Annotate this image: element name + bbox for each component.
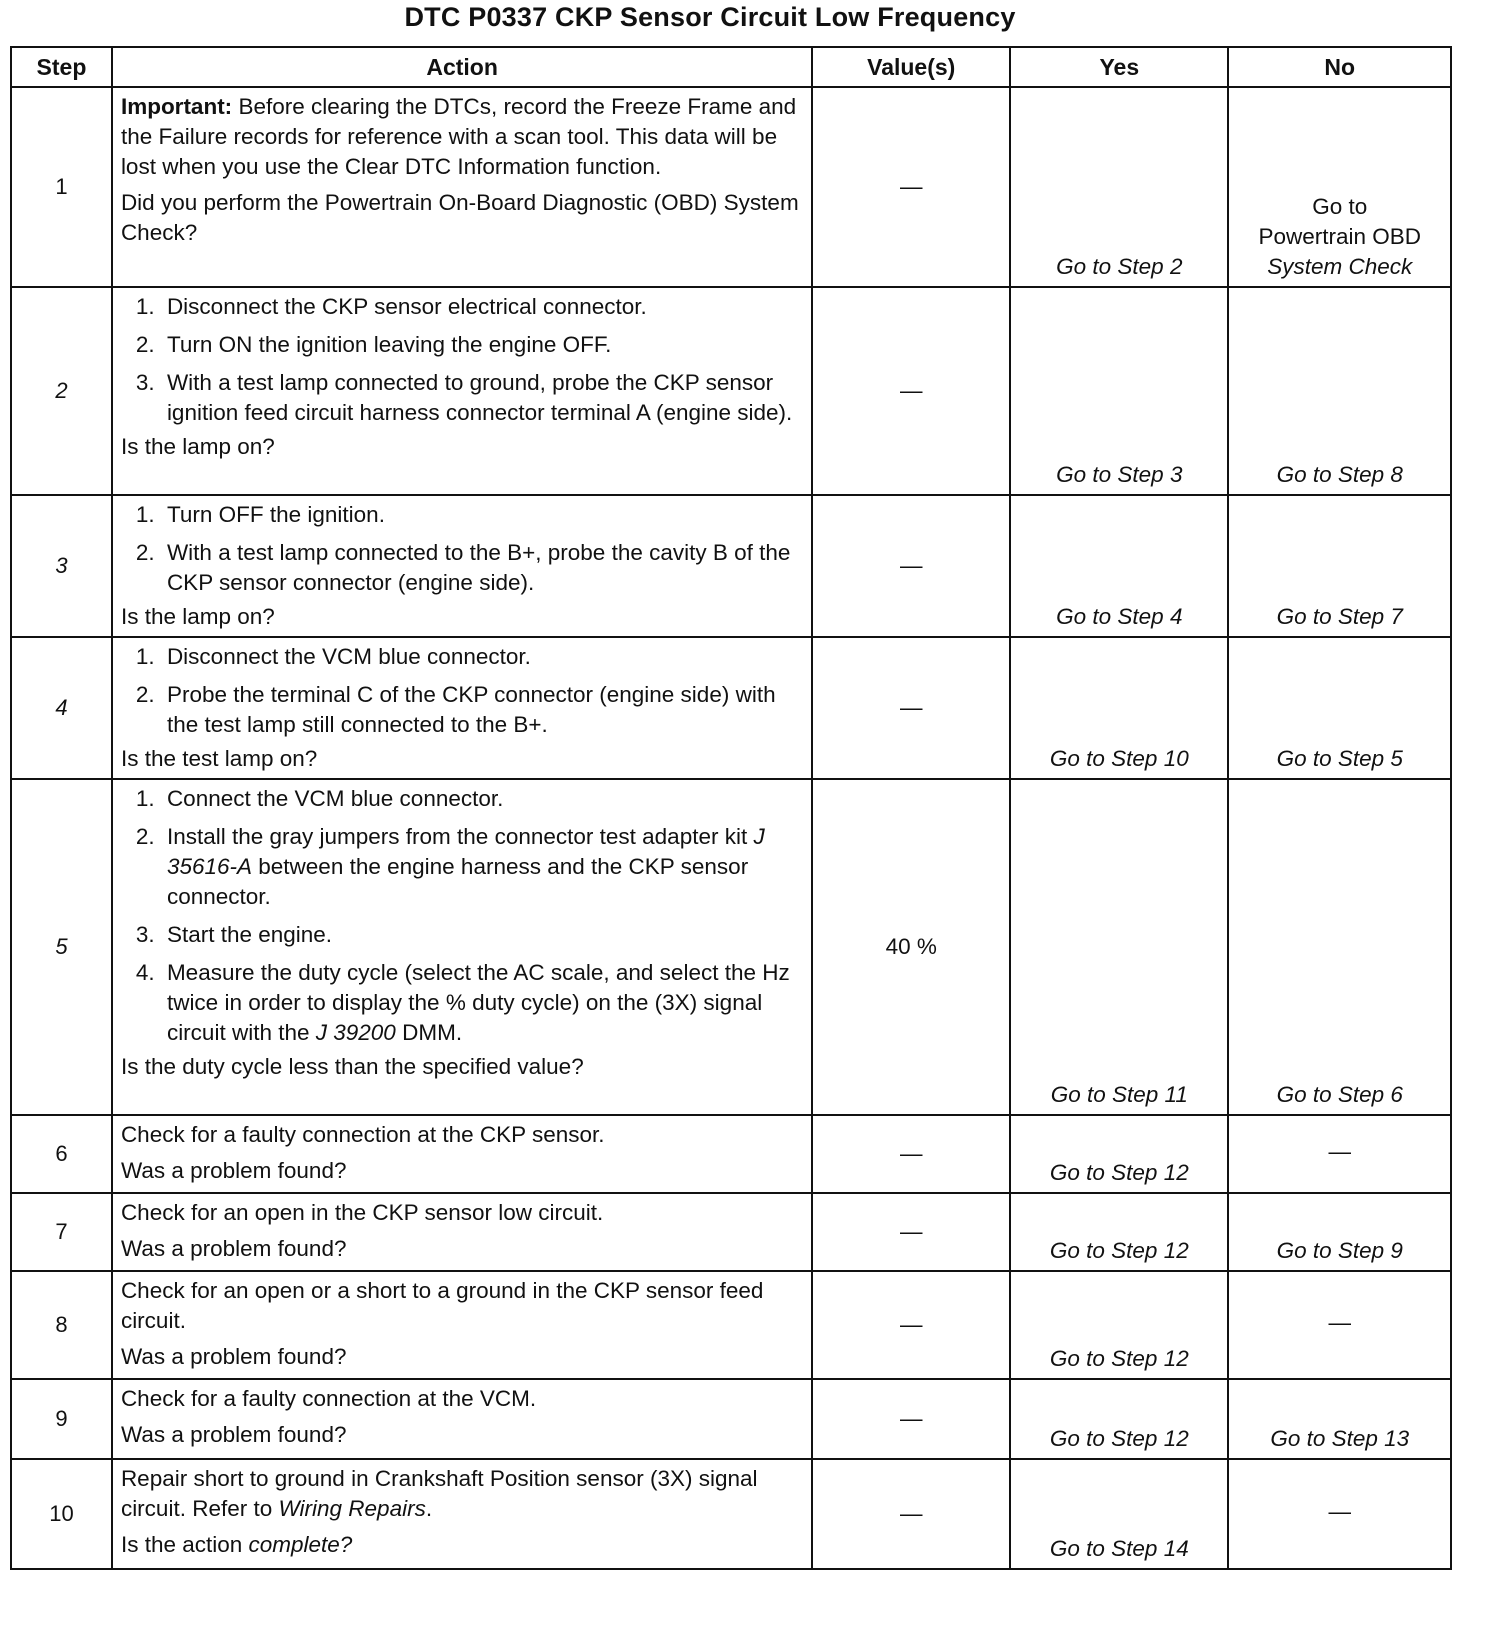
question: Was a problem found?	[120, 1236, 347, 1261]
no-line: Powertrain OBD	[1258, 224, 1422, 249]
step-number: 7	[11, 1193, 112, 1271]
action-cell	[112, 287, 812, 495]
table-row	[11, 779, 1451, 1115]
header-action: Action	[112, 47, 812, 87]
question-text: Is the action	[120, 1532, 249, 1557]
header-no: No	[1228, 47, 1451, 87]
question: Is the duty cycle less than the specified value?	[120, 1054, 584, 1079]
no-cell: Go to Step 7	[1228, 495, 1451, 637]
list-item	[161, 958, 803, 1048]
action-text: Check for an open in the CKP sensor low circuit.	[120, 1200, 604, 1225]
list-item: 1. Connect the VCM blue connector.	[161, 784, 803, 814]
action-cell	[112, 1379, 812, 1459]
action-text: Check for an open or a short to a ground in the CKP sensor feed circuit.	[120, 1278, 764, 1333]
header-yes: Yes	[1010, 47, 1228, 87]
wiring-repairs-reference: Wiring Repairs	[278, 1496, 426, 1521]
no-cell	[1228, 87, 1451, 287]
yes-cell: Go to Step 2	[1010, 87, 1228, 287]
list-item: 2. Probe the terminal C of the CKP connector (engine side) with the test lamp still connected to the B+.	[161, 680, 803, 740]
list-item: 1. Disconnect the CKP sensor electrical connector.	[161, 292, 803, 322]
table-row	[11, 1193, 1451, 1271]
action-cell	[112, 637, 812, 779]
question-text-italic: complete?	[248, 1532, 353, 1557]
question: Is the test lamp on?	[120, 746, 318, 771]
list-item: 1. Disconnect the VCM blue connector.	[161, 642, 803, 672]
table-row	[11, 1379, 1451, 1459]
question: Is the lamp on?	[120, 604, 275, 629]
value-cell: 40 %	[812, 779, 1010, 1115]
value-cell: —	[812, 1271, 1010, 1379]
list-item-text: Install the gray jumpers from the connector test adapter kit	[166, 824, 754, 849]
action-cell	[112, 1459, 812, 1569]
table-row	[11, 1459, 1451, 1569]
action-text	[121, 1464, 803, 1524]
action-list	[121, 784, 803, 1048]
list-item-text: DMM.	[395, 1020, 463, 1045]
question: Is the lamp on?	[120, 434, 275, 459]
yes-cell: Go to Step 12	[1010, 1115, 1228, 1193]
yes-cell: Go to Step 12	[1010, 1379, 1228, 1459]
question: Was a problem found?	[120, 1158, 347, 1183]
list-item-text: Measure the duty cycle (select the AC scale, and select the Hz twice in order to display the % duty cycle) on the (3X) signal circuit with the	[166, 960, 790, 1045]
no-cell: Go to Step 5	[1228, 637, 1451, 779]
no-line: Go to	[1312, 194, 1368, 219]
question: Did you perform the Powertrain On-Board Diagnostic (OBD) System Check?	[120, 190, 799, 245]
action-list	[121, 642, 803, 740]
action-cell	[112, 495, 812, 637]
action-list	[121, 500, 803, 598]
value-cell: —	[812, 87, 1010, 287]
action-cell	[112, 779, 812, 1115]
yes-cell: Go to Step 14	[1010, 1459, 1228, 1569]
step-number: 5	[11, 779, 112, 1115]
action-text-part: .	[425, 1496, 433, 1521]
action-cell	[112, 1193, 812, 1271]
table-row	[11, 287, 1451, 495]
action-cell	[112, 1115, 812, 1193]
header-step: Step	[11, 47, 112, 87]
no-cell: Go to Step 6	[1228, 779, 1451, 1115]
action-cell	[112, 1271, 812, 1379]
document-title: DTC P0337 CKP Sensor Circuit Low Frequency	[404, 2, 1016, 32]
diagnostic-table	[10, 46, 1452, 1570]
step-number: 6	[11, 1115, 112, 1193]
value-cell: —	[812, 1459, 1010, 1569]
action-cell	[112, 87, 812, 287]
no-cell: —	[1228, 1459, 1451, 1569]
yes-cell: Go to Step 3	[1010, 287, 1228, 495]
value-cell: —	[812, 1115, 1010, 1193]
tool-reference: J 39200	[315, 1020, 396, 1045]
no-line: System Check	[1267, 254, 1413, 279]
list-item: 3. With a test lamp connected to ground, probe the CKP sensor ignition feed circuit harness connector terminal A (engine side).	[161, 368, 803, 428]
no-cell: —	[1228, 1115, 1451, 1193]
yes-cell: Go to Step 4	[1010, 495, 1228, 637]
value-cell: —	[812, 287, 1010, 495]
step-number: 9	[11, 1379, 112, 1459]
action-text: Check for a faulty connection at the CKP sensor.	[120, 1122, 605, 1147]
value-cell: —	[812, 1379, 1010, 1459]
no-cell: —	[1228, 1271, 1451, 1379]
action-list	[121, 292, 803, 428]
important-note	[121, 92, 803, 182]
list-item: 2. Turn ON the ignition leaving the engine OFF.	[161, 330, 803, 360]
important-label: Important:	[120, 94, 233, 119]
list-item: 1. Turn OFF the ignition.	[161, 500, 803, 530]
yes-cell: Go to Step 11	[1010, 779, 1228, 1115]
value-cell: —	[812, 1193, 1010, 1271]
table-row	[11, 1115, 1451, 1193]
action-text-part: Repair short to ground in Crankshaft Position sensor (3X) signal circuit. Refer to	[120, 1466, 758, 1521]
value-cell: —	[812, 495, 1010, 637]
question	[121, 1530, 803, 1560]
yes-cell: Go to Step 12	[1010, 1193, 1228, 1271]
step-number: 8	[11, 1271, 112, 1379]
question: Was a problem found?	[120, 1422, 347, 1447]
important-text: Before clearing the DTCs, record the Freeze Frame and the Failure records for reference with a scan tool. This data will be lost when you use the Clear DTC Information function.	[120, 94, 797, 179]
list-item: 2. With a test lamp connected to the B+, probe the cavity B of the CKP sensor connector (engine side).	[161, 538, 803, 598]
step-number: 10	[11, 1459, 112, 1569]
action-text: Check for a faulty connection at the VCM.	[120, 1386, 537, 1411]
step-number: 3	[11, 495, 112, 637]
table-row	[11, 637, 1451, 779]
step-number: 2	[11, 287, 112, 495]
no-cell: Go to Step 8	[1228, 287, 1451, 495]
list-item	[161, 822, 803, 912]
table-row	[11, 495, 1451, 637]
step-number: 4	[11, 637, 112, 779]
list-item: 3. Start the engine.	[161, 920, 803, 950]
step-number: 1	[11, 87, 112, 287]
yes-cell: Go to Step 10	[1010, 637, 1228, 779]
no-cell: Go to Step 13	[1228, 1379, 1451, 1459]
list-item-text: between the engine harness and the CKP sensor connector.	[166, 854, 749, 909]
tool-reference: J 35616-A	[166, 824, 765, 879]
table-row	[11, 87, 1451, 287]
header-values: Value(s)	[812, 47, 1010, 87]
question: Was a problem found?	[120, 1344, 347, 1369]
value-cell: —	[812, 637, 1010, 779]
table-header-row	[11, 47, 1451, 87]
table-row	[11, 1271, 1451, 1379]
no-cell: Go to Step 9	[1228, 1193, 1451, 1271]
yes-cell: Go to Step 12	[1010, 1271, 1228, 1379]
